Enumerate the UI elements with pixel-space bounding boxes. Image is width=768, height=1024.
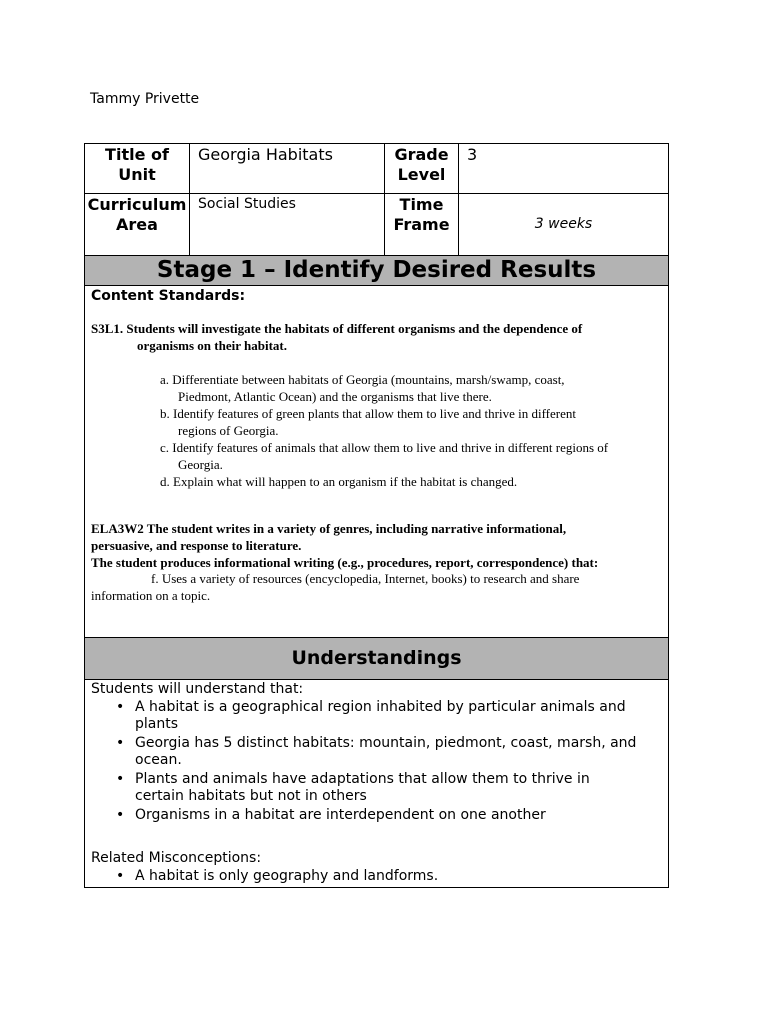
list-item-line2: Piedmont, Atlantic Ocean) and the organisms that live there. <box>178 389 492 404</box>
misconceptions-list <box>113 868 643 885</box>
standard-ela3w2-f <box>91 570 661 604</box>
standard-ela3w2 <box>91 520 661 571</box>
ela-f-line2: information on a topic. <box>91 588 211 603</box>
stage1-heading-row <box>85 256 668 286</box>
ela-line1: ELA3W2 The student writes in a variety of genres, including narrative informational, <box>91 521 567 536</box>
list-item <box>160 405 660 439</box>
ela-line3: The student produces informational writing (e.g., procedures, report, correspondence) that: <box>91 555 599 570</box>
grade-level-value: 3 <box>467 145 478 164</box>
list-item: • Georgia has 5 distinct habitats: mountain, piedmont, coast, marsh, and ocean. <box>113 735 643 769</box>
understandings-heading-row <box>85 638 668 680</box>
list-item-line1: d. Explain what will happen to an organism if the habitat is changed. <box>160 474 518 489</box>
time-frame-value: 3 weeks <box>534 216 593 232</box>
time-frame-label: Time Frame <box>385 194 459 255</box>
standard-s3l1-line1: S3L1. Students will investigate the habitats of different organisms and the dependence of <box>91 321 583 336</box>
content-standards-label: Content Standards: <box>91 288 246 304</box>
list-item <box>160 473 660 490</box>
grade-level-label: Grade Level <box>385 144 459 193</box>
understandings-section <box>85 680 668 887</box>
understandings-intro: Students will understand that: <box>91 681 304 697</box>
stage1-heading: Stage 1 – Identify Desired Results <box>85 256 668 285</box>
understandings-row <box>85 680 668 887</box>
understandings-list <box>113 699 643 826</box>
understandings-heading: Understandings <box>85 638 668 679</box>
list-item: • Organisms in a habitat are interdependent on one another <box>113 807 643 824</box>
list-item-line2: regions of Georgia. <box>178 423 279 438</box>
ela-line2: persuasive, and response to literature. <box>91 538 302 553</box>
list-item-line1: b. Identify features of green plants that allow them to live and thrive in different <box>160 406 576 421</box>
author-name: Tammy Privette <box>90 91 200 107</box>
list-item: • A habitat is only geography and landforms. <box>113 868 643 885</box>
curriculum-row <box>85 194 668 256</box>
content-standards-row <box>85 286 668 638</box>
list-item <box>160 439 660 473</box>
s3l1-elements-list <box>160 371 660 490</box>
title-of-unit-value: Georgia Habitats <box>190 144 385 193</box>
curriculum-area-label: Curriculum Area <box>85 194 190 255</box>
title-row <box>85 144 668 194</box>
content-standards-section <box>85 286 668 637</box>
list-item-line1: c. Identify features of animals that allow them to live and thrive in different regions of <box>160 440 609 455</box>
standard-s3l1-line2: organisms on their habitat. <box>137 338 287 353</box>
list-item: • Plants and animals have adaptations that allow them to thrive in certain habitats but not in others <box>113 771 643 805</box>
list-item-line1: a. Differentiate between habitats of Georgia (mountains, marsh/swamp, coast, <box>160 372 565 387</box>
curriculum-area-value: Social Studies <box>190 194 385 255</box>
unit-plan-table <box>84 143 669 888</box>
list-item-line2: Georgia. <box>178 457 223 472</box>
list-item: • A habitat is a geographical region inhabited by particular animals and plants <box>113 699 643 733</box>
list-item <box>160 371 660 405</box>
ela-f-line1: f. Uses a variety of resources (encyclopedia, Internet, books) to research and share <box>151 571 580 586</box>
misconceptions-label: Related Misconceptions: <box>91 850 262 866</box>
title-of-unit-label: Title of Unit <box>85 144 190 193</box>
standard-s3l1 <box>91 320 651 354</box>
